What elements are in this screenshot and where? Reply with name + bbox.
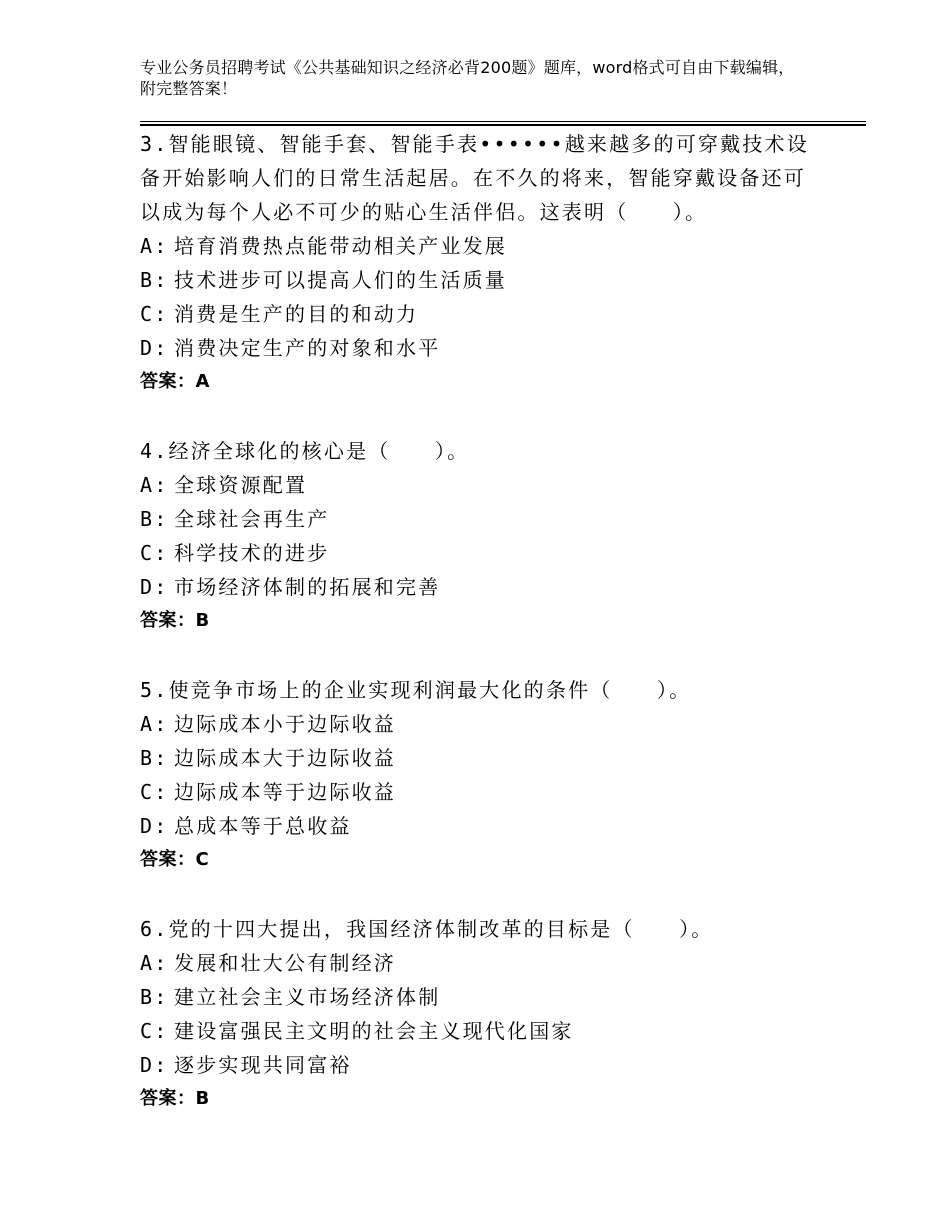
question-spacer: [140, 638, 820, 673]
question-stem: 4.经济全球化的核心是（ ）。: [140, 439, 470, 463]
option-letter: C:: [140, 302, 169, 326]
option-letter: D:: [140, 575, 169, 599]
option-d: [140, 809, 820, 843]
option-text: 消费决定生产的对象和水平: [174, 336, 441, 360]
option-letter: A:: [140, 951, 169, 975]
option-d: [140, 570, 820, 604]
option-a: [140, 946, 820, 980]
option-letter: B:: [140, 507, 169, 531]
option-a: [140, 468, 820, 502]
question-5: [140, 673, 820, 877]
option-letter: C:: [140, 1019, 169, 1043]
question-spacer: [140, 877, 820, 912]
option-d: [140, 1048, 820, 1082]
question-6: [140, 912, 820, 1116]
option-letter: A:: [140, 473, 169, 497]
option-letter: D:: [140, 814, 169, 838]
option-c: [140, 536, 820, 570]
option-b: [140, 741, 820, 775]
header-rule-thick: [140, 124, 866, 126]
option-text: 消费是生产的目的和动力: [174, 302, 419, 326]
option-letter: D:: [140, 336, 169, 360]
option-text: 市场经济体制的拓展和完善: [174, 575, 441, 599]
option-letter: C:: [140, 541, 169, 565]
answer-label: 答案：C: [140, 849, 210, 870]
answer-label: 答案：B: [140, 610, 210, 631]
question-stem: 3.智能眼镜、智能手套、智能手表••••••越来越多的可穿戴技术设备开始影响人们的日常生活起居。在不久的将来，智能穿戴设备还可以成为每个人必不可少的贴心生活伴侣。这表明（ ）。: [140, 132, 809, 224]
option-a: [140, 707, 820, 741]
option-c: [140, 775, 820, 809]
option-text: 建立社会主义市场经济体制: [174, 985, 441, 1009]
option-text: 发展和壮大公有制经济: [174, 951, 396, 975]
answer-label: 答案：B: [140, 1088, 210, 1109]
question-spacer: [140, 399, 820, 434]
option-text: 培育消费热点能带动相关产业发展: [174, 234, 507, 258]
option-letter: D:: [140, 1053, 169, 1077]
option-b: [140, 502, 820, 536]
option-text: 总成本等于总收益: [174, 814, 352, 838]
option-letter: B:: [140, 268, 169, 292]
question-list: [140, 127, 820, 1116]
question-3: [140, 127, 820, 399]
option-text: 边际成本小于边际收益: [174, 712, 396, 736]
option-letter: B:: [140, 746, 169, 770]
option-text: 全球资源配置: [174, 473, 308, 497]
question-stem: 5.使竞争市场上的企业实现利润最大化的条件（ ）。: [140, 678, 692, 702]
option-c: [140, 1014, 820, 1048]
option-text: 边际成本大于边际收益: [174, 746, 396, 770]
option-a: [140, 229, 820, 263]
option-d: [140, 331, 820, 365]
option-text: 全球社会再生产: [174, 507, 330, 531]
option-text: 建设富强民主文明的社会主义现代化国家: [174, 1019, 574, 1043]
option-c: [140, 297, 820, 331]
option-letter: A:: [140, 234, 169, 258]
document-header: 专业公务员招聘考试《公共基础知识之经济必背200题》题库，word格式可自由下载编辑，附完整答案！: [140, 58, 795, 98]
option-letter: B:: [140, 985, 169, 1009]
answer-label: 答案：A: [140, 371, 210, 392]
option-text: 边际成本等于边际收益: [174, 780, 396, 804]
option-b: [140, 980, 820, 1014]
header-rule-thin: [140, 121, 866, 122]
option-text: 逐步实现共同富裕: [174, 1053, 352, 1077]
option-letter: A:: [140, 712, 169, 736]
question-4: [140, 434, 820, 638]
option-text: 科学技术的进步: [174, 541, 330, 565]
question-stem: 6.党的十四大提出，我国经济体制改革的目标是（ ）。: [140, 917, 714, 941]
option-text: 技术进步可以提高人们的生活质量: [174, 268, 507, 292]
option-letter: C:: [140, 780, 169, 804]
option-b: [140, 263, 820, 297]
